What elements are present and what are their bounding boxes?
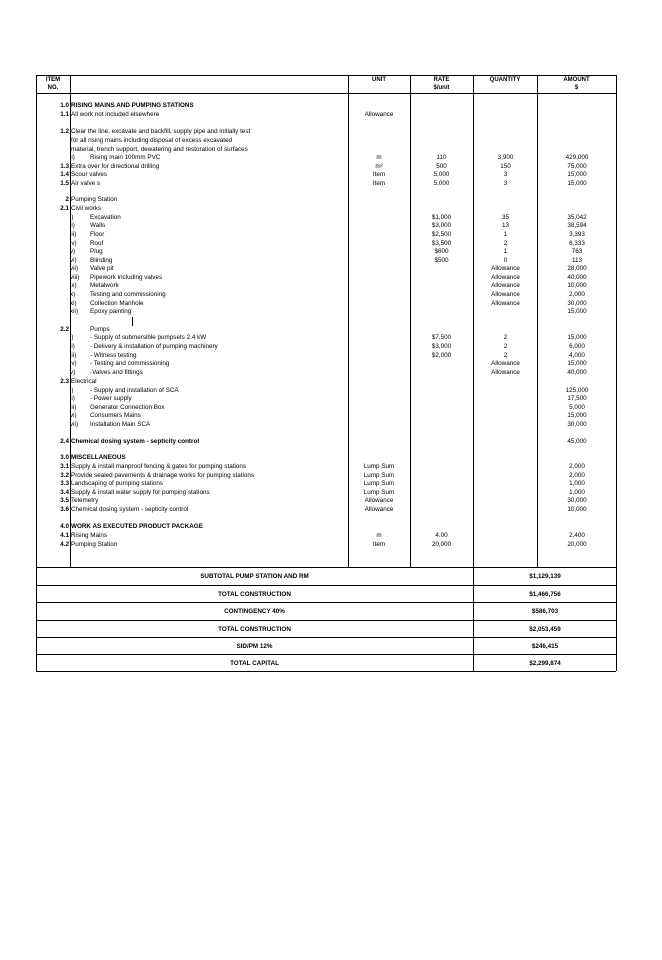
totals-label: CONTINGENCY 40%	[224, 608, 285, 615]
cell-rate: 4.00	[435, 532, 448, 539]
table-row	[36, 411, 617, 420]
cell-desc: Chemical dosing system - septicity control	[71, 438, 200, 445]
cell-rate: $1,000	[431, 214, 452, 221]
cell-desc: Supply & install manproof fencing & gates for pumping stations	[71, 463, 247, 470]
table-row	[36, 377, 617, 386]
cell-sub: ix)	[70, 282, 77, 289]
header-amount	[537, 76, 616, 92]
cell-desc: Extra over for directional drilling	[71, 163, 160, 170]
text-cursor	[132, 317, 133, 326]
cell-no: 4.1	[60, 532, 69, 539]
table-row	[36, 540, 617, 549]
cell-qty: 35	[501, 214, 509, 221]
header-rate	[410, 76, 473, 92]
cell-amt: 763	[571, 248, 583, 255]
cell-amt: 2,400	[569, 532, 585, 539]
cell-desc2: Generator Connection Box	[90, 404, 165, 411]
totals-row	[36, 638, 617, 656]
cell-desc2: Blinding	[90, 257, 113, 264]
totals-value: $2,053,459	[529, 626, 561, 633]
cell-qty: Allowance	[491, 360, 520, 367]
header-amount-line2: $	[574, 85, 579, 91]
cell-no: 1.0	[60, 102, 69, 109]
cell-unit: Lump Sum	[363, 489, 395, 496]
cell-unit: Item	[372, 541, 386, 548]
cell-desc: Chemical dosing system - septicity control	[71, 506, 189, 513]
cell-qty: 13	[501, 222, 509, 229]
table-row	[36, 359, 617, 368]
table-row	[36, 437, 617, 446]
totals-label: SUBTOTAL PUMP STATION AND RM	[200, 573, 309, 580]
cell-amt: 2,000	[569, 291, 585, 298]
cell-amt: 125,000	[565, 387, 589, 394]
cell-amt: 45,000	[567, 438, 587, 445]
table-row	[36, 221, 617, 230]
cell-no: 3.5	[60, 497, 69, 504]
cell-amt: 17,500	[567, 395, 587, 402]
header-quantity-label: QUANTITY	[489, 77, 521, 83]
totals-label: SID/PM 12%	[236, 643, 273, 650]
table-row	[36, 264, 617, 273]
cell-no: 2.3	[60, 378, 69, 385]
header-item-line1: ITEM	[45, 77, 61, 83]
cell-sub: iv)	[70, 240, 77, 247]
cell-sub: xii)	[70, 308, 79, 315]
cell-amt: 30,000	[567, 497, 587, 504]
table-row	[36, 453, 617, 462]
cell-desc2: Excavation	[90, 214, 121, 221]
cell-sub: xi)	[70, 300, 77, 307]
cell-qty: Allowance	[491, 282, 520, 289]
cell-amt: 30,000	[567, 300, 587, 307]
cell-unit: m²	[375, 163, 383, 170]
table-row	[36, 281, 617, 290]
cell-amt: 6,000	[569, 343, 585, 350]
header-quantity	[473, 76, 537, 84]
cell-rate: $500	[434, 257, 449, 264]
cell-desc2: Floor	[90, 231, 105, 238]
table-row	[36, 230, 617, 239]
cell-desc2: Walls	[90, 222, 106, 229]
totals-row	[36, 655, 617, 673]
cell-sub: iii)	[70, 404, 77, 411]
cell-amt: 2,000	[569, 463, 585, 470]
totals-value: $1,466,756	[529, 591, 561, 598]
cell-rate: 5,000	[433, 180, 450, 187]
cell-desc: Air valve s	[71, 180, 101, 187]
cell-no: 2	[65, 196, 69, 203]
cell-desc2: -Valves and fittings	[90, 369, 143, 376]
cell-amt: 6,333	[569, 240, 585, 247]
cell-desc2: Roof	[90, 240, 104, 247]
cell-unit: Lump Sum	[363, 480, 395, 487]
cell-no: 2.2	[60, 326, 69, 333]
table-row	[36, 195, 617, 204]
cell-sub: v)	[70, 369, 76, 376]
table-row	[36, 342, 617, 351]
table-row	[36, 479, 617, 488]
cell-unit: Allowance	[364, 111, 394, 118]
cell-unit: Item	[372, 180, 386, 187]
header-unit-label: UNIT	[372, 77, 386, 83]
cell-desc2: Rising main 100mm PVC	[90, 154, 161, 161]
table-row	[36, 110, 617, 119]
cell-no: 1.5	[60, 180, 69, 187]
table-row	[36, 204, 617, 213]
table-row	[36, 101, 617, 110]
cell-no: 3.0	[60, 454, 69, 461]
table-row	[36, 247, 617, 256]
table-row	[36, 127, 617, 136]
cell-qty: Allowance	[491, 369, 520, 376]
cell-desc2: Pumps	[90, 326, 110, 333]
cell-amt: 38,594	[567, 222, 587, 229]
cell-sub: v)	[70, 248, 76, 255]
cell-desc: for all rising mains including disposal of excess excavated	[71, 137, 233, 144]
cell-rate: $3,000	[431, 343, 452, 350]
cell-qty: Allowance	[491, 265, 520, 272]
cell-desc: Landscaping of pumping stations	[71, 480, 164, 487]
cell-desc2: Collection Manhole	[90, 300, 144, 307]
totals-value: $586,703	[531, 608, 559, 615]
cell-sub: iii)	[70, 231, 77, 238]
cell-rate: 5,000	[433, 171, 450, 178]
cell-desc2: Metalwork	[90, 282, 119, 289]
cell-amt: 10,000	[567, 506, 587, 513]
cell-unit: Lump Sum	[363, 472, 395, 479]
table-row	[36, 290, 617, 299]
cell-no: 3.4	[60, 489, 69, 496]
totals-row	[36, 621, 617, 639]
cell-unit: Allowance	[364, 497, 394, 504]
cell-amt: 3,393	[569, 231, 585, 238]
cell-sub: viii)	[70, 274, 80, 281]
cell-qty: Allowance	[491, 291, 520, 298]
cell-amt: 15,000	[567, 171, 587, 178]
cell-no: 3.6	[60, 506, 69, 513]
cell-desc: Telemetry	[71, 497, 99, 504]
cell-amt: 15,000	[567, 412, 587, 419]
table-row	[36, 179, 617, 188]
cell-desc2: Testing and commissioning	[90, 291, 166, 298]
cell-desc: RISING MAINS AND PUMPING STATIONS	[71, 102, 194, 109]
totals-row	[36, 586, 617, 604]
cell-desc2: Plug	[90, 248, 103, 255]
cell-qty: 2	[503, 240, 508, 247]
cell-desc2: - Power supply	[90, 395, 132, 402]
cell-desc: All work not included elsewhere	[71, 111, 160, 118]
cell-desc2: - Witness testing	[90, 352, 137, 359]
cell-sub: vii)	[70, 421, 79, 428]
cell-desc2: - Testing and commissioning	[90, 360, 170, 367]
cell-desc2: - Supply and installation of SCA	[90, 387, 179, 394]
cell-amt: 15,000	[567, 334, 587, 341]
cell-desc: Civil works	[71, 205, 102, 212]
cell-rate: $3,000	[431, 222, 452, 229]
cell-qty: 2	[503, 334, 508, 341]
cell-desc2: Installation Main SCA	[90, 421, 151, 428]
header-bottom-border	[36, 93, 616, 94]
cell-sub: iv)	[70, 360, 77, 367]
cost-estimate-table	[36, 75, 617, 672]
cell-no: 3.3	[60, 480, 69, 487]
cell-desc: MISCELLANEOUS	[71, 454, 126, 461]
cell-sub: x)	[70, 291, 76, 298]
cell-desc: Pumping Station	[71, 196, 118, 203]
cell-qty: 3	[503, 171, 508, 178]
cell-qty: 3,900	[497, 154, 514, 161]
cell-desc: material, trench support, dewatering and restoration of surfaces	[71, 146, 248, 153]
header-item-line2: NO.	[47, 85, 59, 91]
cell-qty: 2	[503, 343, 508, 350]
cell-sub: ii)	[70, 222, 75, 229]
table-row	[36, 531, 617, 540]
cell-desc: Rising Mains	[71, 532, 108, 539]
table-row	[36, 153, 617, 162]
cell-sub: i)	[70, 214, 74, 221]
cell-rate: $3,500	[431, 240, 452, 247]
cell-sub: iii)	[70, 352, 77, 359]
cell-rate: $2,000	[431, 352, 452, 359]
cell-amt: 15,000	[567, 180, 587, 187]
totals-value: $246,415	[531, 643, 559, 650]
cell-no: 2.4	[60, 438, 69, 445]
cell-rate: 20,000	[431, 541, 452, 548]
table-row	[36, 420, 617, 429]
cell-amt: 1,000	[569, 489, 585, 496]
cell-qty: 2	[503, 352, 508, 359]
cell-no: 1.4	[60, 171, 69, 178]
cell-rate: $2,500	[431, 231, 452, 238]
cell-no: 3.2	[60, 472, 69, 479]
cell-qty: 1	[503, 248, 508, 255]
table-row	[36, 505, 617, 514]
cell-amt: 429,000	[565, 154, 589, 161]
table-row	[36, 462, 617, 471]
cell-amt: 2,000	[569, 472, 585, 479]
cell-no: 1.2	[60, 128, 69, 135]
cell-unit: Item	[372, 171, 386, 178]
totals-row	[36, 568, 617, 586]
header-amount-line1: AMOUNT	[563, 77, 590, 83]
totals-label: TOTAL CONSTRUCTION	[218, 591, 291, 598]
table-row	[36, 368, 617, 377]
cell-desc2: Consumers Mains	[90, 412, 141, 419]
cell-amt: 4,000	[569, 352, 585, 359]
totals-value: $2,299,874	[529, 660, 561, 667]
cell-sub: vii)	[70, 265, 79, 272]
cell-desc: Pumping Station	[71, 541, 118, 548]
cell-amt: 40,000	[567, 369, 587, 376]
cell-amt: 20,000	[567, 541, 587, 548]
table-row	[36, 170, 617, 179]
cell-amt: 15,000	[567, 308, 587, 315]
cell-amt: 28,000	[567, 265, 587, 272]
cell-amt: 30,000	[567, 421, 587, 428]
table-row	[36, 522, 617, 531]
header-item	[36, 76, 70, 92]
cell-desc: Provide sealed pavements & drainage works for pumping stations	[71, 472, 255, 479]
table-row	[36, 136, 617, 145]
cell-qty: 3	[503, 180, 508, 187]
cell-desc2: - Supply of submersible pumpsets 2.4 kW	[90, 334, 207, 341]
cell-desc: Scour valves	[71, 171, 108, 178]
cell-sub: vi)	[70, 257, 77, 264]
cell-amt: 5,000	[569, 404, 585, 411]
cell-desc: Electrical	[71, 378, 97, 385]
cell-unit: m	[376, 532, 382, 539]
cell-desc: Supply & install water supply for pumping stations	[71, 489, 210, 496]
cell-sub: ii)	[70, 343, 75, 350]
cell-qty: Allowance	[491, 274, 520, 281]
cell-rate: 500	[436, 163, 447, 170]
cell-rate: $7,500	[431, 334, 452, 341]
totals-label: TOTAL CAPITAL	[230, 660, 279, 667]
totals-label: TOTAL CONSTRUCTION	[218, 626, 291, 633]
cell-amt: 113	[571, 257, 583, 264]
cell-qty: 1	[503, 231, 508, 238]
header-rate-line2: $/unit	[433, 85, 450, 91]
cell-amt: 40,000	[567, 274, 587, 281]
cell-amt: 1,000	[569, 480, 585, 487]
header-rate-line1: RATE	[433, 77, 450, 83]
cell-sub: ii)	[70, 154, 75, 161]
cell-sub: ii)	[70, 395, 75, 402]
cell-no: 1.3	[60, 163, 69, 170]
totals-value: $1,129,139	[529, 573, 561, 580]
table-row	[36, 496, 617, 505]
cell-desc2: Valve pit	[90, 265, 114, 272]
cell-rate: 110	[436, 154, 447, 161]
cell-qty: 150	[500, 163, 511, 170]
cell-amt: 75,000	[567, 163, 587, 170]
totals-row	[36, 603, 617, 621]
header-unit	[348, 76, 410, 84]
cell-unit: Allowance	[364, 506, 394, 513]
cell-amt: 15,000	[567, 360, 587, 367]
table-row	[36, 333, 617, 342]
cell-desc: WORK AS EXECUTED PRODUCT PACKAGE	[71, 523, 203, 530]
cell-unit: m	[376, 154, 382, 161]
cell-qty: 0	[503, 257, 508, 264]
cell-no: 1.1	[60, 111, 69, 118]
cell-amt: 10,000	[567, 282, 587, 289]
cell-sub: vi)	[70, 412, 77, 419]
cell-desc: Clear the line, excavate and backfill, supply pipe and initially test	[71, 128, 251, 135]
cell-sub: i)	[70, 334, 74, 341]
cell-desc2: Pipework including valves	[90, 274, 163, 281]
cell-no: 4.2	[60, 541, 69, 548]
cell-sub: i)	[70, 387, 74, 394]
cell-no: 4.0	[60, 523, 69, 530]
cell-qty: Allowance	[491, 300, 520, 307]
cell-no: 2.1	[60, 205, 69, 212]
cell-unit: Lump Sum	[363, 463, 395, 470]
cell-rate: $600	[434, 248, 449, 255]
cell-no: 3.1	[60, 463, 69, 470]
cell-desc2: Epoxy painting	[90, 308, 132, 315]
table-row	[36, 394, 617, 403]
cell-desc2: - Delivery & installation of pumping machinery	[90, 343, 218, 350]
cell-amt: 35,042	[567, 214, 587, 221]
table-row	[36, 307, 617, 316]
